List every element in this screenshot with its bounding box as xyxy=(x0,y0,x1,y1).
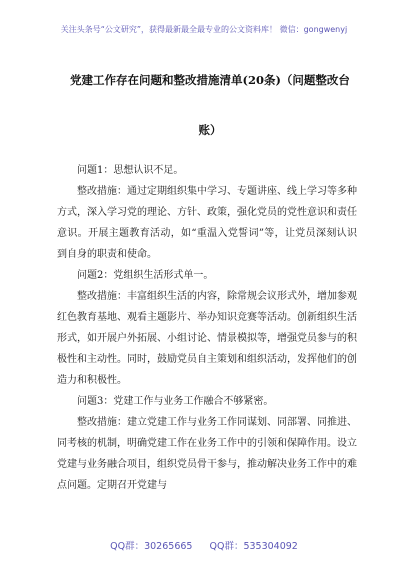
footer-qq-group-1: QQ群：30265665 xyxy=(110,541,193,552)
paragraph-measure-2: 整改措施：丰富组织生活的内容，除常规会议形式外，增加参观红色教育基地、观看主题影片、举办知识竞赛等活动。创新组织生活形式，如开展户外拓展、小组讨论、情景模拟等，增强党员参与的积极性和主动性。同时，鼓励党员自主策划和组织活动，发挥他们的创造力和积极性。 xyxy=(57,291,357,386)
document-title-continued: 账） xyxy=(198,123,222,137)
paragraph-issue-1: 问题1：思想认识不足。 xyxy=(77,165,184,176)
paragraph-issue-3: 问题3：党建工作与业务工作融合不够紧密。 xyxy=(77,396,274,407)
header-banner: 关注头条号“公文研究”，获得最新最全最专业的公文资料库！ 微信：gongwenyj xyxy=(60,25,348,34)
paragraph-issue-2: 问题2：党组织生活形式单一。 xyxy=(77,270,214,281)
footer-qq-group-2: QQ群：535304092 xyxy=(209,541,298,552)
footer-contact xyxy=(0,538,408,552)
document-body xyxy=(57,160,357,496)
paragraph-measure-1: 整改措施：通过定期组织集中学习、专题讲座、线上学习等多种方式，深入学习党的理论、方针、政策，强化党员的党性意识和责任意识。开展主题教育活动，如“重温入党誓词”等，让党员深刻认识到自身的职责和使命。 xyxy=(57,186,357,260)
document-title: 党建工作存在问题和整改措施清单(20条)（问题整改台 xyxy=(70,73,350,87)
paragraph-measure-3: 整改措施：建立党建工作与业务工作同谋划、同部署、同推进、同考核的机制，明确党建工作在业务工作中的引领和保障作用。设立党建与业务融合项目，组织党员骨干参与，推动解决业务工作中的难点问题。定期召开党建与 xyxy=(57,417,357,491)
